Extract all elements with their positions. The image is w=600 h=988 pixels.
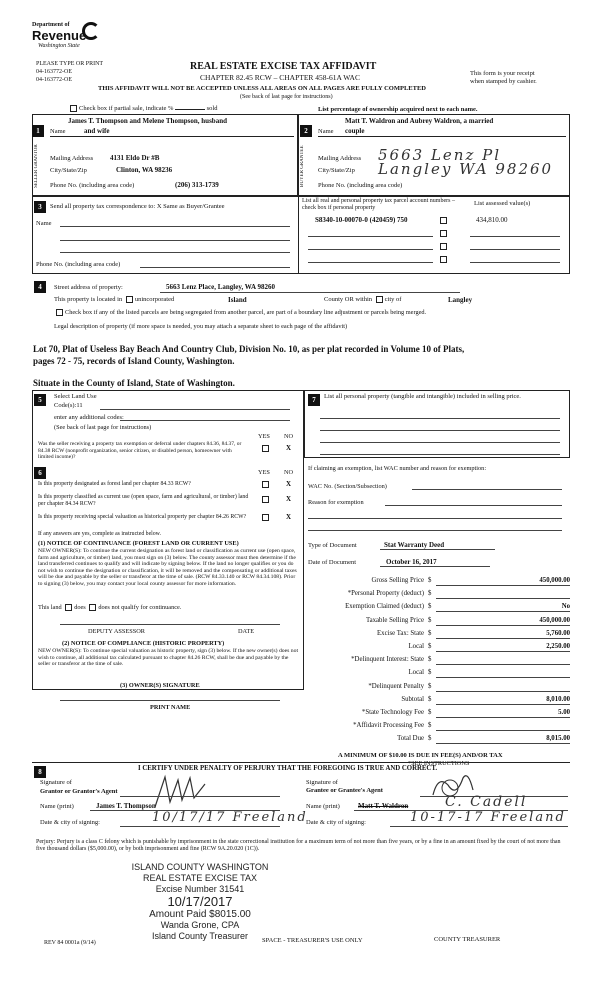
buyer-city-value: Langley WA 98260 bbox=[378, 160, 554, 178]
s3-line-3 bbox=[60, 252, 290, 253]
street-line bbox=[160, 292, 460, 293]
amount-dollar: $ bbox=[428, 696, 432, 703]
amount-line bbox=[436, 664, 570, 665]
grantor-sig-label-2: Grantor or Grantor's Agent bbox=[40, 788, 118, 795]
section-2-number: 2 bbox=[300, 125, 312, 137]
parcel-personal-checkbox-3[interactable] bbox=[440, 243, 447, 250]
amount-line bbox=[436, 743, 570, 744]
parcel-line-4 bbox=[308, 262, 433, 263]
current-use-yes-checkbox[interactable] bbox=[262, 496, 269, 503]
s5-see-back: (See back of last page for instructions) bbox=[54, 424, 152, 431]
section-4-number: 4 bbox=[34, 281, 46, 293]
rev-number: REV 84 0001a (9/14) bbox=[44, 940, 96, 946]
form-notice: THIS AFFIDAVIT WILL NOT BE ACCEPTED UNLESS ALL AREAS ON ALL PAGES ARE FULLY COMPLETED bbox=[98, 85, 426, 92]
section-7-number: 7 bbox=[308, 394, 320, 406]
amount-dollar: $ bbox=[428, 577, 432, 584]
grantor-signature bbox=[150, 772, 210, 812]
segregated-label: Check box if any of the listed parcels are being segregated from another parcel, are part of a boundary line adjustment or parcels being merged. bbox=[65, 309, 427, 316]
buyer-side-label: BUYER GRANTEE bbox=[300, 145, 305, 187]
amount-line bbox=[436, 638, 570, 639]
dor-logo bbox=[32, 22, 102, 60]
amount-label: Exemption Claimed (deduct) bbox=[345, 603, 424, 610]
land-use-line bbox=[100, 409, 290, 410]
grantee-date-line bbox=[390, 826, 568, 827]
s3-divider bbox=[298, 196, 299, 274]
amount-dollar: $ bbox=[428, 590, 432, 597]
county-or-row bbox=[324, 296, 401, 303]
county-value: Island bbox=[228, 296, 247, 304]
doc-date-label: Date of Document bbox=[308, 559, 357, 566]
stamp-line-4: 10/17/2017 bbox=[167, 894, 233, 909]
land-use-code: Code(s):11 bbox=[54, 402, 83, 409]
amount-value: 5.00 bbox=[558, 709, 570, 716]
additional-line bbox=[120, 420, 290, 421]
notice-1-body: NEW OWNER(S): To continue the current designation as forest land or classification as current use (open space, farm and agriculture, or timber) land, you must sign on (3) below. The county assessor must then determine if the land transferred continues to qualify and will indicate by signing below. If the land no longer qualifies or you do not wish to continue the designation or classification, it will be removed and the compensating or additional taxes will be due and payable by the seller or transferor at the time of sale. (RCW 84.33.140 or RCW 84.34.108). Prior to signing (3) below, you may contact your local county assessor for more information. bbox=[38, 548, 297, 587]
print-note: PLEASE TYPE OR PRINT bbox=[36, 61, 104, 67]
reason-line-2 bbox=[308, 518, 562, 519]
reason-line-1 bbox=[385, 505, 562, 506]
amount-dollar: $ bbox=[428, 669, 432, 676]
city-checkbox[interactable] bbox=[376, 296, 383, 303]
seller-name-divider bbox=[50, 136, 294, 137]
certify-statement: I CERTIFY UNDER PENALTY OF PERJURY THAT THE FOREGOING IS TRUE AND CORRECT. bbox=[138, 765, 438, 772]
amount-label: *State Technology Fee bbox=[361, 709, 424, 716]
pp-line-1 bbox=[320, 418, 560, 419]
buyer-mail-label: Mailing Address bbox=[318, 155, 362, 162]
partial-sale-row bbox=[68, 105, 218, 112]
logo-revenue: Revenue bbox=[32, 28, 87, 43]
doc-type-line bbox=[380, 549, 495, 550]
doc-type-value: Stat Warranty Deed bbox=[384, 541, 445, 549]
amount-value: 450,000.00 bbox=[539, 577, 570, 584]
see-instructions: *SEE INSTRUCTIONS bbox=[408, 760, 470, 767]
amount-dollar: $ bbox=[428, 656, 432, 663]
current-use-question: Is this property classified as current use (open space, farm and agricultural, or timber) land per chapter 84.34 RCW? bbox=[38, 494, 249, 507]
reason-line-3 bbox=[308, 530, 562, 531]
form-id-2: 04-163772-OE bbox=[36, 77, 72, 83]
pp-line-2 bbox=[320, 430, 560, 431]
segregated-checkbox[interactable] bbox=[56, 309, 63, 316]
amount-label: *Affidavit Processing Fee bbox=[353, 722, 424, 729]
assessed-line-2 bbox=[470, 236, 560, 237]
amount-label: *Personal Property (deduct) bbox=[347, 590, 424, 597]
street-value: 5663 Lenz Place, Langley, WA 98260 bbox=[166, 283, 275, 291]
doc-type-label: Type of Document bbox=[308, 542, 357, 549]
buyer-mail-value: 5663 Lenz Pl bbox=[378, 146, 502, 164]
amount-label: *Delinquent Interest: State bbox=[351, 656, 424, 663]
this-land-label: This land bbox=[38, 604, 62, 611]
amount-line bbox=[436, 651, 570, 652]
amount-label: Taxable Selling Price bbox=[365, 617, 424, 624]
form-id-1: 04-163772-OE bbox=[36, 69, 72, 75]
section-1-number: 1 bbox=[32, 125, 44, 137]
exempt-question: Was the seller receiving a property tax exemption or deferral under chapters 84.36, 84.37, or 84.38 RCW (nonprofit organization, senior citizen, or disabled person, homeowner with limited income)? bbox=[38, 441, 242, 460]
grantor-date-label: Date & city of signing: bbox=[40, 819, 100, 826]
notice-1-title: (1) NOTICE OF CONTINUANCE (FOREST LAND OR CURRENT USE) bbox=[38, 540, 239, 547]
additional-codes: enter any additional codes: bbox=[54, 414, 124, 421]
situate-line: Situate in the County of Island, State of Washington. bbox=[33, 378, 235, 388]
parcel-line-3 bbox=[308, 249, 433, 250]
amount-dollar: $ bbox=[428, 630, 432, 637]
unincorporated-checkbox[interactable] bbox=[126, 296, 133, 303]
does-checkbox[interactable] bbox=[65, 604, 72, 611]
amount-value: 2,250.00 bbox=[546, 643, 570, 650]
personal-property-label: List all personal property (tangible and intangible) included in selling price. bbox=[324, 393, 521, 400]
treasurer-stamp bbox=[100, 862, 300, 942]
print-name-label: PRINT NAME bbox=[150, 704, 191, 711]
amount-value: 8,015.00 bbox=[546, 735, 570, 742]
section-5-number: 5 bbox=[34, 394, 46, 406]
correspondence-label bbox=[50, 203, 225, 210]
exempt-yes-checkbox[interactable] bbox=[262, 445, 269, 452]
amount-line bbox=[436, 691, 570, 692]
see-back: (See back of last page for instructions) bbox=[240, 94, 333, 100]
partial-sale-checkbox[interactable] bbox=[70, 105, 77, 112]
logo-swirl-icon bbox=[82, 22, 100, 40]
parcel-line-2 bbox=[308, 236, 433, 237]
exemption-claim-label: If claiming an exemption, list WAC number and reason for exemption: bbox=[308, 465, 487, 472]
segregated-row bbox=[54, 309, 426, 316]
amount-label: Excise Tax: State bbox=[377, 630, 424, 637]
stamp-line-3: Excise Number 31541 bbox=[155, 884, 245, 894]
land-use-label: Select Land Use bbox=[54, 393, 97, 400]
amount-label: *Delinquent Penalty bbox=[368, 683, 424, 690]
print-name-line bbox=[60, 700, 280, 701]
section-6-number: 6 bbox=[34, 467, 46, 479]
legal-line-2: pages 72 - 75, records of Island County, Washington. bbox=[33, 356, 235, 366]
forest-no-x: X bbox=[286, 480, 292, 488]
s3-phone-line bbox=[140, 267, 290, 268]
grantee-name-value: Matt T. Waldron bbox=[358, 802, 409, 810]
assessed-header: List assessed value(s) bbox=[474, 200, 531, 207]
buyer-name-divider bbox=[318, 136, 566, 137]
this-land-row bbox=[38, 604, 181, 611]
current-use-no-x: X bbox=[286, 495, 292, 503]
grantee-name-label: Name (print) bbox=[306, 803, 340, 810]
grantor-sig-label-1: Signature of bbox=[40, 779, 72, 786]
amount-dollar: $ bbox=[428, 643, 432, 650]
buyer-city-label: City/State/Zip bbox=[318, 167, 355, 174]
buyer-phone-label: Phone No. (including area code) bbox=[318, 182, 403, 189]
does-label: does bbox=[74, 604, 86, 611]
s5-no-hdr: NO bbox=[284, 433, 294, 440]
seller-phone-label: Phone No. (including area code) bbox=[50, 182, 135, 189]
seller-name-line2: and wife bbox=[84, 127, 110, 135]
amount-line bbox=[436, 704, 570, 705]
amount-line bbox=[436, 598, 570, 599]
sold-label: sold bbox=[206, 105, 218, 112]
wac-line bbox=[412, 489, 562, 490]
notice-2-title: (2) NOTICE OF COMPLIANCE (HISTORIC PROPERTY) bbox=[62, 640, 225, 647]
historic-question: Is this property receiving special valuation as historical property per chapter 84.26 RCW? bbox=[38, 514, 247, 520]
form-title: REAL ESTATE EXCISE TAX AFFIDAVIT bbox=[190, 61, 377, 72]
parcel-personal-checkbox-2[interactable] bbox=[440, 230, 447, 237]
grantee-date-value: 10-17-17 Freeland bbox=[410, 810, 566, 825]
amount-value: 5,760.00 bbox=[546, 630, 570, 637]
does-not-label: does not qualify for continuance. bbox=[98, 604, 182, 611]
treasurer-use-label: SPACE - TREASURER'S USE ONLY bbox=[262, 937, 363, 944]
doc-date-line bbox=[380, 566, 490, 567]
parcel-personal-checkbox-1[interactable] bbox=[440, 217, 447, 224]
historic-no-x: X bbox=[286, 513, 292, 521]
seller-mail-label: Mailing Address bbox=[50, 155, 94, 162]
parcel-number: S8340-10-00070-0 (420459) 750 bbox=[315, 216, 408, 224]
seller-name-label: Name bbox=[50, 128, 66, 135]
amount-label: Total Due bbox=[397, 735, 424, 742]
buyer-name-line2: couple bbox=[345, 127, 365, 135]
does-not-checkbox[interactable] bbox=[89, 604, 96, 611]
amount-line bbox=[436, 625, 570, 626]
seller-city-value: Clinton, WA 98236 bbox=[116, 166, 173, 174]
s6-yes-hdr: YES bbox=[258, 469, 270, 476]
parcel-personal-checkbox-4[interactable] bbox=[440, 256, 447, 263]
s3-line-1 bbox=[60, 226, 290, 227]
pp-line-3 bbox=[320, 442, 560, 443]
unincorporated-label: unincorporated bbox=[134, 296, 175, 303]
section-3-number: 3 bbox=[34, 201, 46, 213]
county-treasurer-label: COUNTY TREASURER bbox=[434, 936, 501, 943]
amount-dollar: $ bbox=[428, 603, 432, 610]
located-label: This property is located in bbox=[54, 296, 123, 303]
logo-dept: Department of bbox=[32, 22, 70, 28]
if-yes-note: If any answers are yes, complete as instructed below. bbox=[38, 531, 161, 537]
stamp-line-1: ISLAND COUNTY WASHINGTON bbox=[131, 862, 269, 872]
deputy-assessor-label: DEPUTY ASSESSOR bbox=[88, 628, 145, 635]
receipt-note-2: when stamped by cashier. bbox=[470, 78, 537, 85]
amount-dollar: $ bbox=[428, 722, 432, 729]
seller-side-label: SELLER GRANTOR bbox=[34, 144, 39, 188]
amount-value: No bbox=[561, 603, 570, 610]
wac-label: WAC No. (Section/Subsection) bbox=[308, 483, 387, 490]
receipt-note-1: This form is your receipt bbox=[470, 70, 535, 77]
s3-line-2 bbox=[60, 240, 290, 241]
amount-line bbox=[436, 717, 570, 718]
doc-date-value: October 16, 2017 bbox=[386, 558, 437, 566]
grantee-sig-label-1: Signature of bbox=[306, 779, 338, 786]
grantor-name-label: Name (print) bbox=[40, 803, 74, 810]
historic-yes-checkbox[interactable] bbox=[262, 514, 269, 521]
grantee-sig-label-2: Grantee or Grantee's Agent bbox=[306, 787, 383, 794]
amount-line bbox=[436, 677, 570, 678]
stamp-line-6: Wanda Grone, CPA bbox=[160, 920, 240, 930]
grantor-sig-line bbox=[120, 796, 280, 797]
assessor-sig-line bbox=[60, 624, 280, 625]
amount-line bbox=[436, 611, 570, 612]
section-8-number: 8 bbox=[34, 766, 46, 778]
s5-yes-hdr: YES bbox=[258, 433, 270, 440]
street-label: Street address of property: bbox=[54, 284, 123, 291]
s6-no-hdr: NO bbox=[284, 469, 294, 476]
notice-2-body: NEW OWNER(S): To continue special valuation as historic property, sign (3) below. If the new owner(s) does not wish to continue, all additional tax calculated pursuant to chapter 84.26 RCW, shall be due and payable by the seller or transferor at the time of sale. bbox=[38, 648, 299, 668]
city-value: Langley bbox=[448, 296, 473, 304]
logo-state: Washington State bbox=[38, 43, 80, 49]
forest-yes-checkbox[interactable] bbox=[262, 481, 269, 488]
amount-line bbox=[436, 585, 570, 586]
grantee-date-label: Date & city of signing: bbox=[306, 819, 366, 826]
perjury-note: Perjury: Perjury is a class C felony which is punishable by imprisonment in the state correctional institution for a maximum term of not more than five years, or by a fine in an amount fixed by the court of not more than five thousand dollars ($5,000.00), or by both imprisonment and fine (RCW 9A.20.020 (1C)). bbox=[36, 839, 561, 852]
assessed-line-3 bbox=[470, 249, 560, 250]
amount-value: 8,010.00 bbox=[546, 696, 570, 703]
location-row bbox=[54, 296, 174, 303]
ownership-note: List percentage of ownership acquired next to each name. bbox=[318, 106, 478, 113]
owner-signature-label: (3) OWNER(S) SIGNATURE bbox=[120, 682, 200, 689]
parcel-header: List all real and personal property tax parcel account numbers – check box if personal property bbox=[302, 198, 455, 211]
reason-label: Reason for exemption bbox=[308, 499, 364, 506]
assessed-line-4 bbox=[470, 262, 560, 263]
amount-line bbox=[436, 730, 570, 731]
city-of-label: city of bbox=[384, 296, 402, 303]
amount-dollar: $ bbox=[428, 735, 432, 742]
buyer-name-line1: Matt T. Waldron and Aubrey Waldron, a married bbox=[345, 117, 494, 125]
legal-label: Legal description of property (if more space is needed, you may attach a separate sheet to each page of the affidavit) bbox=[54, 323, 348, 330]
assessor-date-label: DATE bbox=[238, 628, 255, 635]
amount-dollar: $ bbox=[428, 683, 432, 690]
amount-label: Gross Selling Price bbox=[371, 577, 424, 584]
exempt-no-x: X bbox=[286, 444, 292, 452]
forest-question: Is this property designated as forest land per chapter 84.33 RCW? bbox=[38, 481, 191, 487]
seller-mail-value: 4131 Eldo Dr #B bbox=[110, 154, 160, 162]
stamp-line-5: Amount Paid $8015.00 bbox=[149, 909, 251, 920]
amount-value: 450,000.00 bbox=[539, 617, 570, 624]
seller-city-label: City/State/Zip bbox=[50, 167, 87, 174]
buyer-name-label: Name bbox=[318, 128, 334, 135]
stamp-line-2: REAL ESTATE EXCISE TAX bbox=[142, 873, 258, 883]
grantor-date-value: 10/17/17 Freeland bbox=[152, 810, 308, 825]
assessed-value: 434,810.00 bbox=[476, 216, 508, 224]
legal-line-1: Lot 70, Plat of Useless Bay Beach And Country Club, Division No. 10, as per plat recorded in Volume 10 of Plats, bbox=[33, 344, 465, 354]
correspondence-text: Send all property tax correspondence to: bbox=[50, 203, 156, 210]
county-or-label: County OR within bbox=[324, 296, 373, 303]
form-chapter: CHAPTER 82.45 RCW – CHAPTER 458-61A WAC bbox=[200, 73, 360, 82]
seller-name-line1: James T. Thompson and Melene Thompson, husband bbox=[68, 117, 227, 125]
amount-label: Local bbox=[408, 643, 424, 650]
s3-phone-label: Phone No. (including area code) bbox=[36, 261, 121, 268]
amount-label: Local bbox=[408, 669, 424, 676]
grantor-name-value: James T. Thompson bbox=[96, 802, 156, 810]
seller-phone-value: (206) 313-1739 bbox=[175, 181, 219, 189]
s3-name-label: Name bbox=[36, 220, 52, 227]
amount-dollar: $ bbox=[428, 617, 432, 624]
grantee-name-handwritten: C. Cadell bbox=[445, 794, 528, 810]
grantor-date-line bbox=[120, 826, 280, 827]
partial-sale-label: Check box if partial sale, indicate % bbox=[79, 105, 174, 112]
same-as-buyer: X Same as Buyer/Grantee bbox=[156, 203, 225, 210]
amount-dollar: $ bbox=[428, 709, 432, 716]
pp-line-4 bbox=[320, 454, 560, 455]
amount-label: Subtotal bbox=[401, 696, 424, 703]
stamp-line-7: Island County Treasurer bbox=[151, 931, 249, 941]
minimum-note: A MINIMUM OF $10.00 IS DUE IN FEE(S) AND/OR TAX bbox=[338, 752, 503, 759]
